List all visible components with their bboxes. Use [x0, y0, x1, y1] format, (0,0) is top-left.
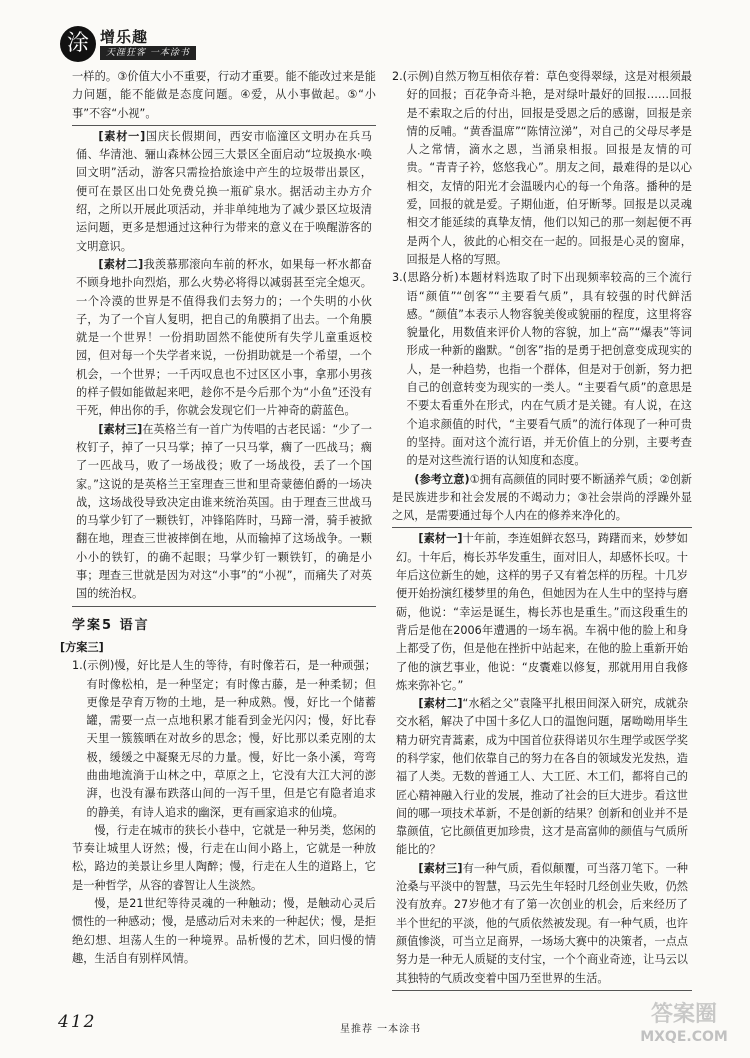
left-column: [60, 68, 376, 968]
material-block: [72, 125, 376, 607]
paragraph-continued: 一样的。③价值大小不重要，行动才重要。能不能改过来是能力问题，能不能做是态度问题。④爱，从小事做起。⑤“小事”不容“小视”。: [72, 70, 376, 120]
section-title: 学案5 语言: [72, 617, 150, 633]
right-column: [392, 68, 692, 991]
material-text: 十年前，李连姐鲜衣怒马，踌躇而来，妙梦如幻。十年后，梅长苏华发重生，面对旧人，却感怀长叹。十年后这位新生的她，这样的男子又有着怎样的历程。十几岁便开始扮演红楼梦里的角色，但她因为在人生中的坚持与磨砺，他说：“幸运是诞生，梅长苏也是重生。”而这段重生的背后是他在2006年遭遇的一场车祸。车祸中他的脸上和身上都受了伤，但是他在挫折中站起来，在他的脸上重新开始了他的演艺事业，他说：“皮囊难以修复，那就用用自我修炼来弥补它。”: [396, 532, 688, 692]
brand-slogan: 天涯狂客 一本涂书: [100, 46, 196, 60]
reference-text: ①拥有高颜值的同时要不断涵养气质；②创新是民族进步和社会发展的不竭动力；③社会崇尚的浮躁外显之风，是需要通过每个人内在的修养来净化的。: [392, 472, 692, 523]
material-tag: [素材三]: [418, 861, 463, 875]
reference-label: (参考立意): [414, 472, 470, 486]
watermark-main: 答案圈: [650, 1002, 717, 1027]
plan-label: [方案三]: [60, 640, 104, 654]
watermark-url: MXQE.COM: [640, 1029, 728, 1045]
material-tag: [素材二]: [98, 257, 144, 271]
material-text: 在英格兰有一首广为传唱的古老民谣：“少了一枚钉子，掉了一只马掌；掉了一只马掌，瘸了一匹战马；瘸了一匹战马，败了一场战役；败了一场战役，丢了一个国家。”这说的是英格兰王室理查三世和里奇蒙德伯爵的一场决战，这场战役导致决定由谁来统治英国。由于理查三世战马的马掌少钉了一颗铁钉，冲锋陷阵时，马蹄一滑，骑手被掀翻在地，理查三世被摔倒在地，从而输掉了这场战争。一颗小小的铁钉，的确不起眼；马掌少钉一颗铁钉，的确是小事；理查三世就是因为对这“小事”的“小视”，而痛失了对英国的统治权。: [76, 422, 372, 601]
material-tag: [素材一]: [98, 129, 146, 143]
material-text: “水稻之父”袁隆平扎根田间深入研究，成就杂交水稻，解决了中国十多亿人口的温饱问题，屠呦呦用毕生精力研究青蒿素，成为中国首位获得诺贝尔生理学或医学奖的科学家，他们依靠自己的努力在各自的领域发光发热，造福了人类。无数的普通工人、大工匠、木工们，都将自己的匠心精神融入行业的发展，推动了社会的巨大进步。看这世间的哪一项技术革新，不是创新的结果？创新和创业并不是靠颜值，它比颜值更加珍贵，这才是高富帅的颜值与气质所能比的？: [396, 697, 689, 857]
answer-paragraph: 1.(示例)慢，好比是人生的等待，有时像若石，是一种顽强；有时像松柏，是一种坚定；有时像古藤，是一种柔韧；但更像是孕育万物的土地，是一种成熟。慢，好比一个储蓄罐，需要一点一点地积累才能看到金光闪闪；慢，好比春天里一簇簇晒在对故乡的思念；慢，好比那以柔克刚的太极，缓缓之中凝聚无尽的力量。慢，好比一条小溪，弯弯曲曲地流淌于山林之中，草原之上，它没有大江大河的澎湃，也没有瀑布跌落山间的一泻千里，但是它有隐者追求的静美，有诗人追求的幽深，更有画家追求的仙境。: [72, 659, 376, 819]
material-text: 国庆长假期间，西安市临潼区文明办在兵马俑、华清池、骊山森林公园三大景区全面启动“垃圾换水·唤回文明”活动，游客只需捡拾旅途中产生的垃圾带出景区，便可在景区出口处免费兑换一瓶矿泉水。据活动主办方介绍，之所以开展此项活动，并非单纯地为了减少景区垃圾清运问题，更多是想通过这种行为带来的意义在于唤醒游客的文明意识。: [76, 129, 372, 253]
material-text: 有一种气质，看似颠覆，可当落刀笔下。一种沧桑与平淡中的智慧，马云先生年轻时几经创业失败，仍然没有放弃。27岁他才有了第一次创业的机会，后来经历了半个世纪的平淡，他的气质依然被发现。有一种气质，也许颜值惨淡，可当立足商界，一场场大赛中的决策者，一点点努力是一种无人质疑的支付宝，一个个商业奇迹，让马云以其独特的气质改变着中国乃至世界的生活。: [396, 861, 688, 985]
brand-logo: 涂: [60, 26, 96, 62]
watermark-logo: [628, 1002, 740, 1052]
material-tag: [素材三]: [98, 422, 143, 436]
brand-name: 增乐趣: [100, 28, 149, 46]
page-number: 412: [58, 1012, 97, 1032]
answer-paragraph: 2.(示例)自然万物互相依存着：草色变得翠绿，这是对根须最好的回报；百花争奇斗艳，是对绿叶最好的回报……回报是不索取之后的付出，回报是受恩之后的感谢，回报是亲情的反哺。“黄香温席”“陈情泣涕”，对自己的父母尽孝是人之常情，滴水之恩，当涌泉相报。回报是友情的可贵。“青青子衿，悠悠我心”。朋友之间，最难得的是以心相交，友情的阳光才会温暖内心的每一个角落。播种的是爱，回报的就是爱。子期仙逝，伯牙断琴。回报是以灵魂相交才能延续的真挚友情，他们以知己的那一刻起便不再是两个人，彼此的心相交在一起的。回报是心灵的窗扉，回报是人格的写照。: [392, 70, 692, 266]
material-tag: [素材一]: [418, 532, 463, 546]
footer-text: 星推荐 一本涂书: [340, 1024, 422, 1035]
material-text: 我羡慕那滚向车前的杯水，如果每一杯水都奋不顾身地扑向烈焰，那么火势必将得以减弱甚至完全熄灭。一个冷漠的世界是不值得我们去努力的；一个失明的小伙子，为了一个盲人复明，把自己的角膜捐了出去。一个角膜就是一个世界！一份捐助固然不能使所有失学儿童重返校园，但对每一个失学者来说，一份捐助就是一个希望，一个机会，一个世界；一千丙叹息也不过区区小事，拿那小男孩的样子假如能做起来吧，趁你不是今后那个为“小鱼”还没有干死，伸出你的手，你就会发现它们一片神奇的蔚蓝色。: [76, 257, 372, 418]
material-block: [392, 527, 692, 990]
page-header: [60, 26, 700, 66]
answer-paragraph: 慢，是21世纪等待灵魂的一种触动；慢，是触动心灵后惯性的一种感动；慢，是感动后对未来的一种起伏；慢，是拒绝幻想、坦荡人生的一种境界。品析慢的艺术，回归慢的情趣，生活自有别样风情。: [72, 897, 376, 965]
answer-paragraph: 慢，行走在城市的狭长小巷中，它就是一种另类，悠闲的节奏让城里人讶然；慢，行走在山间小路上，它就是一种放松，路边的美景让乡里人陶醉；慢，行走在人生的道路上，它是一种哲学，从容的睿智让人生淡然。: [72, 823, 376, 892]
material-tag: [素材二]: [418, 697, 463, 711]
analysis-paragraph: 3.(思路分析)本题材料选取了时下出现频率较高的三个流行语“颜值”“创客”“主要看气质”，具有较强的时代鲜活感。“颜值”本表示人物容貌美俊或貌丽的程度，这里将容貌量化，用数值来评价人物的容貌，加上“高”“爆表”等词形成一种新的幽默。“创客”指的是勇于把创意变成现实的人，是一种趋势，也指一个群体，但是对于创新，努力把自己的创意转变为现实的一类人。“主要看气质”的意思是不要太看重外在形式，内在气质才是关键。有人说，在这个追求颜值的时代，“主要看气质”的流行体现了一种可贵的坚持。面对这个流行语，并无价值上的分别，主要考查的是对这些流行语的认知度和态度。: [392, 271, 692, 468]
